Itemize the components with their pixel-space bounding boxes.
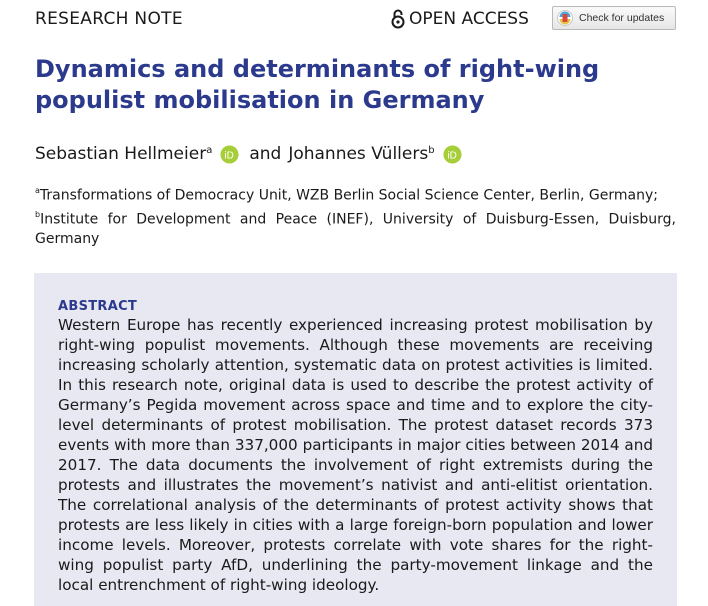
check-for-updates-label: Check for updates [579, 12, 665, 24]
affiliations [35, 182, 676, 249]
svg-text:iD: iD [224, 149, 235, 161]
affiliation-text: Transformations of Democracy Unit, WZB Berlin Social Science Center, Berlin, Germany; [39, 187, 658, 204]
svg-text:iD: iD [446, 149, 457, 161]
author-name[interactable]: Sebastian Hellmeier [35, 144, 207, 164]
open-access-label: OPEN ACCESS [409, 9, 529, 29]
affiliation-text: Institute for Development and Peace (INEF), University of Duisburg-Essen, Duisburg, Germany [35, 211, 676, 248]
article-type-label: RESEARCH NOTE [35, 9, 183, 29]
check-for-updates-button[interactable] [552, 6, 676, 30]
open-access-badge[interactable] [391, 9, 529, 29]
article-title: Dynamics and determinants of right-wing populist mobilisation in Germany [35, 55, 600, 114]
abstract-box [34, 273, 677, 606]
orcid-icon[interactable] [443, 145, 462, 164]
author-affiliation-marker: a [206, 145, 213, 156]
author-name[interactable]: Johannes Vüllers [288, 144, 429, 164]
orcid-icon[interactable] [220, 145, 239, 164]
author-affiliation-marker: b [428, 145, 435, 156]
abstract-text: Western Europe has recently experienced increasing protest mobilisation by right-wing populist movements. Although these movements are receiving increasing scholarly attention, systematic data on protest activities is limited. In this research note, original data is used to describe the protest activity of Germany’s Pegida movement across space and time and to explore the city-level determinants of protest mobilisation. The protest dataset records 373 events with more than 337,000 participants in major cities between 2014 and 2017. The data documents the involvement of right extremists during the protests and illustrates the movement’s nativist and anti-elitist orientation. The correlational analysis of the determinants of protest activity shows that protests are less likely in cities with a large foreign-born population and lower income levels. Moreover, protests correlate with vote shares for the right-wing populist party AfD, underlining the party-movement linkage and the local entrenchment of right-wing ideology. [58, 316, 653, 594]
affiliation-line [35, 206, 676, 250]
author-connector: and [249, 144, 282, 164]
author-line [35, 142, 472, 166]
crossmark-icon [557, 10, 573, 26]
abstract-heading: ABSTRACT [58, 299, 138, 314]
open-access-lock-icon [391, 9, 405, 29]
affiliation-line [35, 182, 676, 206]
affiliation-marker: b [35, 209, 41, 219]
affiliation-marker: a [35, 186, 40, 195]
